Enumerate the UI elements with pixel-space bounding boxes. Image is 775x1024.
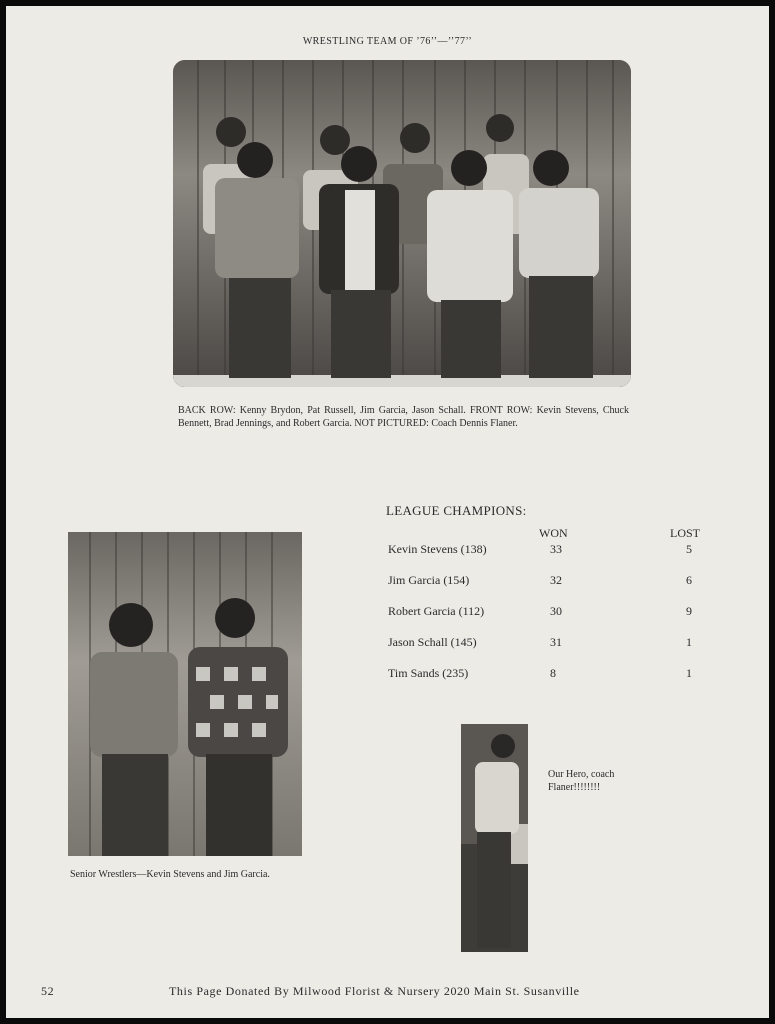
lost-count: 1 <box>686 666 692 680</box>
won-count: 30 <box>550 604 562 618</box>
yearbook-page <box>6 6 769 1018</box>
wrestler-name: Jason Schall (145) <box>388 635 477 649</box>
champions-title: LEAGUE CHAMPIONS: <box>386 503 527 518</box>
won-count: 33 <box>550 542 562 556</box>
coach-photo <box>461 724 528 952</box>
lost-column-header: LOST <box>670 526 700 540</box>
wrestler-name: Robert Garcia (112) <box>388 604 485 618</box>
won-count: 31 <box>550 635 562 649</box>
wrestler-name: Jim Garcia (154) <box>388 573 470 587</box>
senior-wrestlers-photo <box>68 532 302 856</box>
champion-row <box>388 666 708 682</box>
coach-photo-caption: Our Hero, coach Flaner!!!!!!!! <box>548 769 615 793</box>
page-number: 52 <box>41 984 55 998</box>
wrestler-name: Kevin Stevens (138) <box>388 542 487 556</box>
team-photo-caption: BACK ROW: Kenny Brydon, Pat Russell, Jim Garcia, Jason Schall. FRONT ROW: Kevin Stevens, Chuck Bennett, Brad Jennings, and Robert Garcia. NOT PICTURED: Coach Dennis Flaner. <box>178 405 629 429</box>
lost-count: 6 <box>686 573 692 587</box>
won-count: 32 <box>550 573 562 587</box>
champion-row <box>388 573 708 589</box>
lost-count: 5 <box>686 542 692 556</box>
team-photo <box>173 60 631 387</box>
champion-row <box>388 635 708 651</box>
wrestler-name: Tim Sands (235) <box>388 666 469 680</box>
lost-count: 9 <box>686 604 692 618</box>
won-count: 8 <box>550 666 556 680</box>
senior-wrestlers-caption: Senior Wrestlers—Kevin Stevens and Jim Garcia. <box>70 869 270 880</box>
lost-count: 1 <box>686 635 692 649</box>
champion-row <box>388 542 708 558</box>
donation-credit: This Page Donated By Milwood Florist & Nursery 2020 Main St. Susanville <box>169 984 580 998</box>
won-column-header: WON <box>539 526 568 540</box>
champion-row <box>388 604 708 620</box>
page-title: WRESTLING TEAM OF ’76’’—’’77’’ <box>302 36 473 47</box>
